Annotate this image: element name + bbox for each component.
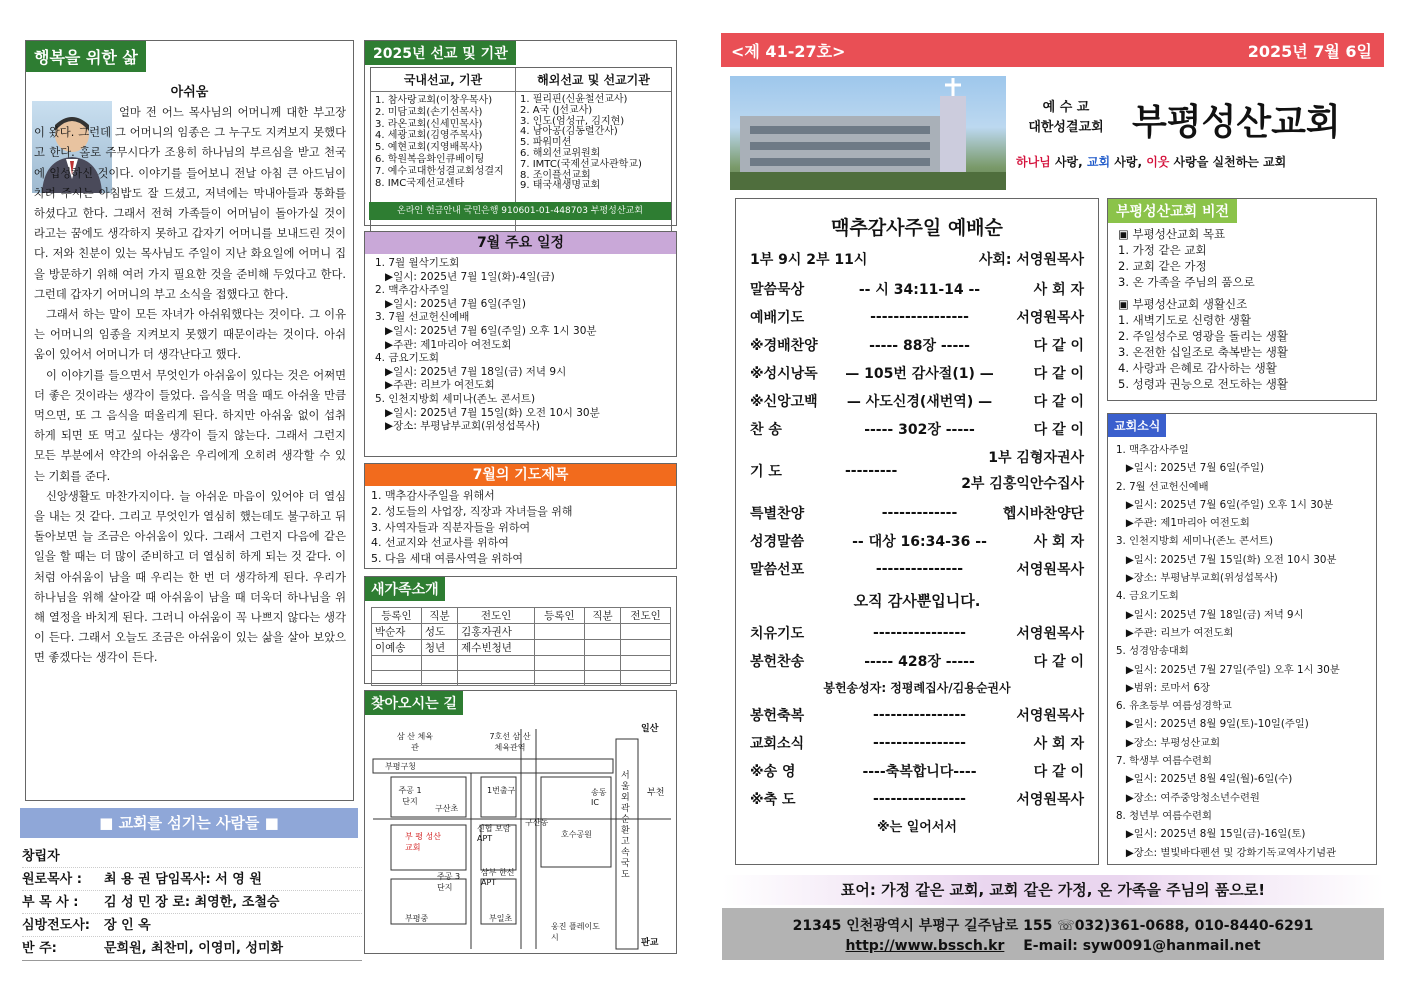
worship-order-label: ※신앙고백 <box>750 394 818 410</box>
newfamily-cell <box>584 624 620 640</box>
map-label-jugong1: 주공 1단지 <box>398 786 422 806</box>
worship-order-label: 교회소식 <box>750 736 805 752</box>
news-item: 5. 성경암송대회 <box>1116 645 1189 658</box>
map-label-woongjin: 웅진 플레이도시 <box>551 922 600 942</box>
newfamily-row <box>372 624 671 640</box>
newfamily-cell <box>372 671 422 686</box>
worship-order-row <box>750 359 1084 387</box>
worship-order-label: ※성시낭독 <box>750 366 818 382</box>
essay-paragraph: 얼마 전 어느 목사님의 어머니께 대한 부고장이 왔다. 그런데 그 어머니의 임종은 그 누구도 지켜보지 못했다고 한다. 홀로 주무시다가 조용히 하나님의 부르심을 받고 천국에 입성하신 것이다. 이야기를 들어보니 전날 아침 큰 아드님이 차려 주시는 아침밥도 잘 드셨고, 저녁에는 막내아들과 통화를 하셨다고 한다. 그래서 전혀 가족들이 어머님이 돌아가실 것이라고는 꿈에도 생각하지 못하고 갑자기 어머니를 보내드린 것이다. 저와 친분이 있는 목사님도 주일이 지난 화요일에 어머니 집을 방문하기 위해 여러 가지 필요한 것을 준비해 두었다고 한다. 그런데 갑자기 어머니의 부고 소식을 접했다고 한다. <box>34 106 346 301</box>
worship-order-label: ※경배찬양 <box>750 338 818 354</box>
mission-box <box>364 40 677 226</box>
servant-role: 반 주: <box>22 941 57 956</box>
worship-order-label: 말씀묵상 <box>750 282 805 298</box>
worship-order-4 <box>750 701 1084 813</box>
newfamily-row <box>372 671 671 686</box>
newfamily-cell <box>621 671 671 686</box>
servant-value: 김 성 민 장 로: 최영한, 조철승 <box>104 895 280 910</box>
slogan-church: 교회 <box>1086 155 1111 169</box>
domestic-item: 2. 미담교회(손기선목사) <box>375 106 483 118</box>
domestic-item: 4. 세광교회(김영주목사) <box>375 130 483 142</box>
vision-title: 부평성산교회 비전 <box>1108 199 1237 223</box>
schedule-item: ▶일시: 2025년 7월 6일(주일) <box>375 297 526 310</box>
news-item: 4. 금요기도회 <box>1116 590 1179 603</box>
sermon-title: 오직 감사뿐입니다. <box>853 592 981 610</box>
domestic-item: 5. 예현교회(지영배목사) <box>375 142 483 154</box>
news-item: 2. 7월 선교헌신예배 <box>1116 480 1209 493</box>
worship-host: 사회: 서영원목사 <box>978 252 1084 268</box>
newfamily-header: 전도인 <box>621 608 671 624</box>
worship-order-detail: — 사도신경(새번역) — <box>846 394 993 410</box>
news-item: ▶일시: 2025년 8월 9일(토)-10일(주일) <box>1116 718 1309 731</box>
newfamily-header: 직분 <box>421 608 457 624</box>
newfamily-cell: 성도 <box>421 624 457 640</box>
prayer-dashes: --------- <box>845 463 898 479</box>
servant-row <box>22 891 362 914</box>
news-box <box>1107 413 1377 865</box>
worship-order-detail: ----- 88장 ----- <box>869 338 970 354</box>
overseas-list <box>516 92 671 195</box>
news-item: ▶일시: 2025년 7월 6일(주일) <box>1116 462 1264 475</box>
prayer-item: 1. 맥추감사주일을 위해서 <box>371 489 495 502</box>
map-label-pangyo: 판교 <box>641 938 659 948</box>
mission-title: 2025년 선교 및 기관 <box>365 41 516 65</box>
overseas-item: 5. 파워미션 <box>520 137 572 149</box>
worship-order-leader: 다 같 이 <box>1033 338 1084 354</box>
worship-order-leader: 헵시바찬양단 <box>1002 506 1084 522</box>
worship-order-row <box>750 499 1084 527</box>
servant-role: 심방전도사: <box>22 918 90 933</box>
worship-order-row <box>750 619 1084 647</box>
vision-goals <box>1118 242 1366 290</box>
news-item: 6. 유초등부 여름성경학교 <box>1116 700 1232 713</box>
prayer-leader-1: 1부 김형자권사 <box>988 450 1084 466</box>
issue-number: <제 41-27호> <box>731 42 846 61</box>
newfamily-cell: 이예송 <box>372 640 422 656</box>
newfamily-cell <box>621 624 671 640</box>
newfamily-header: 전도인 <box>458 608 535 624</box>
newfamily-cell: 김홍자권사 <box>458 624 535 640</box>
motto-banner: 표어: 가정 같은 교회, 교회 같은 가정, 온 가족을 주님의 품으로! <box>722 875 1384 905</box>
newfamily-cell <box>458 656 535 671</box>
website-link[interactable]: http://www.bssch.kr <box>845 938 1005 954</box>
map-label-expressway: 서울외곽순환고속국도 <box>621 771 630 880</box>
newfamily-header: 등록인 <box>534 608 584 624</box>
essay-paragraph: 이 이야기를 들으면서 무엇인가 아쉬움이 있다는 것은 어쩌면 더 좋은 것이라는 생각이 들었다. 음식을 먹을 때도 아쉬울 만큼 먹으면, 또 그 음식을 떠올리게 된다. 하지만 아쉬움 없이 섭취하게 되면 또 먹고 싶다는 생각이 들지 않는다. 그래서 그런지 모든 부분에서 약간의 아쉬움은 우리에게 오히려 생각할 수 있는 기회를 준다. <box>34 368 346 483</box>
worship-order-label: 치유기도 <box>750 626 805 642</box>
worship-order-row <box>750 387 1084 415</box>
map-label-sansan: 삼 산 체육관 <box>397 732 433 752</box>
newfamily-cell: 박순자 <box>372 624 422 640</box>
newfamily-cell <box>584 640 620 656</box>
news-item: ▶일시: 2025년 7월 6일(주일) 오후 1시 30분 <box>1116 498 1334 511</box>
prayer-item: 5. 다음 세대 여름사역을 위하여 <box>371 552 523 566</box>
church-photo <box>730 76 1006 190</box>
worship-order-row <box>750 785 1084 813</box>
map-label-lake-park: 호수공원 <box>561 830 592 839</box>
domestic-title: 국내선교, 기관 <box>371 68 515 92</box>
schedule-item: ▶주관: 제1마리아 여전도회 <box>375 338 512 351</box>
schedule-item: 1. 7월 월삭기도회 <box>375 257 460 269</box>
worship-order-label: 예배기도 <box>750 310 805 326</box>
prayer-label: 기 도 <box>750 464 782 480</box>
map-label-builcho: 부일초 <box>489 914 513 923</box>
newfamily-row <box>372 640 671 656</box>
worship-order-detail: --------------- <box>875 561 964 577</box>
news-item: 1. 맥추감사주일 <box>1116 444 1189 456</box>
vision-goal-item: 3. 온 가족을 주님의 품으로 <box>1118 275 1255 289</box>
worship-order-label: ※축 도 <box>750 792 796 808</box>
worship-order-detail: -- 시 34:11-14 -- <box>858 282 981 298</box>
newfamily-cell <box>421 671 457 686</box>
newfamily-box <box>364 576 677 684</box>
map-label-gusancho: 구산초 <box>435 804 459 813</box>
account-banner: 온라인 헌금안내 국민은행 910601-01-448703 부평성산교회 <box>369 202 671 220</box>
schedule-item: ▶주관: 리브가 여전도회 <box>375 379 495 392</box>
vision-goal-title: ▣ 부평성산교회 목표 <box>1118 227 1226 241</box>
newfamily-cell <box>534 640 584 656</box>
worship-order-leader: 서영원목사 <box>1016 310 1084 326</box>
worship-order-label: 특별찬양 <box>750 506 805 522</box>
servant-row <box>22 845 362 868</box>
vision-creed-title: ▣ 부평성산교회 생활신조 <box>1118 297 1248 311</box>
schedule-item: ▶일시: 2025년 7월 1일(화)-4일(금) <box>375 270 555 283</box>
servant-role: 원로목사 : <box>22 872 82 887</box>
map-label-bucheon: 부천 <box>647 788 665 798</box>
church-slogan <box>1016 153 1286 170</box>
worship-order-detail: ----- 302장 ----- <box>864 422 975 438</box>
worship-time-row <box>750 245 1084 275</box>
schedule-item: 2. 맥추감사주일 <box>375 284 450 297</box>
worship-order-detail: ---------------- <box>873 707 966 723</box>
vision-creeds <box>1118 312 1366 392</box>
schedule-item: ▶장소: 부평남부교회(위성섭목사) <box>375 420 541 433</box>
worship-order-detail: ----축복합니다---- <box>862 764 977 780</box>
newfamily-cell <box>534 656 584 671</box>
worship-order-leader: 사 회 자 <box>1033 282 1084 298</box>
map-label-ilsan: 일산 <box>641 724 659 734</box>
map-label-jugong3: 주공 3단지 <box>437 872 461 892</box>
prayer-list <box>365 486 676 569</box>
footer-box <box>722 908 1384 960</box>
newfamily-cell <box>584 671 620 686</box>
newfamily-title: 새가족소개 <box>365 577 445 601</box>
schedule-item: ▶일시: 2025년 7월 18일(금) 저녁 9시 <box>375 365 567 378</box>
worship-order-row <box>750 647 1084 675</box>
map-title: 찾아오시는 길 <box>365 691 463 715</box>
overseas-item: 2. A국 (J선교사) <box>520 104 593 116</box>
news-item: ▶장소: 별빛바다펜션 및 강화기독교역사기념관 <box>1116 846 1337 859</box>
stand-note: ※는 일어서서 <box>877 820 957 835</box>
church-building-icon <box>730 76 1006 190</box>
worship-order-1 <box>750 275 1084 443</box>
denomination: 예 수 교 대한성결교회 <box>1028 100 1104 135</box>
news-item: ▶일시: 2025년 8월 15일(금)-16일(토) <box>1116 828 1306 841</box>
worship-order-leader: 사 회 자 <box>1033 736 1084 752</box>
domestic-item: 3. 라온교회(신세민목사) <box>375 118 483 130</box>
prayer-leader-2: 2부 김홍익안수집사 <box>961 476 1084 492</box>
newfamily-cell <box>534 671 584 686</box>
newfamily-cell: 제수빈청년 <box>458 640 535 656</box>
news-item: ▶일시: 2025년 7월 27일(주일) 오후 1시 30분 <box>1116 663 1340 676</box>
worship-order-detail: ---------------- <box>873 791 966 807</box>
schedule-item: 4. 금요기도회 <box>375 352 440 365</box>
footer-address: 21345 인천광역시 부평구 길주남로 155 ☏032)361-0688, 010-8440-6291 <box>792 918 1314 934</box>
map-label-bupyeongjung: 부평중 <box>405 914 429 923</box>
map-box <box>364 690 677 954</box>
slogan-text: 사랑, <box>1110 155 1147 169</box>
worship-order-row <box>750 275 1084 303</box>
worship-order-label: 봉헌찬송 <box>750 654 805 670</box>
worship-order-leader: 다 같 이 <box>1033 764 1084 780</box>
map-label-shinhyup: 신협 보람 APT <box>477 824 511 843</box>
worship-order-leader: 서영원목사 <box>1016 792 1084 808</box>
schedule-list <box>365 254 676 437</box>
issue-banner <box>721 33 1384 67</box>
newfamily-cell <box>621 656 671 671</box>
newfamily-table <box>371 607 671 686</box>
newfamily-cell <box>584 656 620 671</box>
overseas-title: 해외선교 및 선교기관 <box>516 68 671 92</box>
map-label-songdong-ic: 송동 IC <box>591 788 607 807</box>
essay-paragraph: 그래서 하는 말이 모든 자녀가 아쉬워했다는 것이다. 그 이유는 어머니의 임종을 지켜보지 못했기 때문이라는 것이다. 아쉬움이 있어서 어머니가 더 생각난다고 했다. <box>34 308 346 362</box>
schedule-item: ▶일시: 2025년 7월 15일(화) 오전 10시 30분 <box>375 406 600 419</box>
worship-order-leader: 다 같 이 <box>1033 394 1084 410</box>
newfamily-cell <box>372 656 422 671</box>
domestic-item: 8. IMC국제선교센타 <box>375 177 465 189</box>
map-label-exit1: 1번출구 <box>487 786 516 795</box>
worship-time: 1부 9시 2부 11시 <box>750 252 868 268</box>
prayer-box <box>364 463 677 569</box>
issue-date: 2025년 7월 6일 <box>1247 42 1372 61</box>
news-item: ▶주관: 제1마리아 여전도회 <box>1116 517 1250 530</box>
worship-order-leader: 다 같 이 <box>1033 366 1084 382</box>
schedule-item: 3. 7월 선교헌신예배 <box>375 311 470 324</box>
essay-body <box>34 103 346 795</box>
newfamily-cell <box>621 640 671 656</box>
worship-order-detail: ----------------- <box>870 309 969 325</box>
newfamily-cell <box>458 671 535 686</box>
newfamily-cell <box>534 624 584 640</box>
news-item: ▶장소: 부평남부교회(위성섭목사) <box>1116 572 1278 585</box>
worship-order-row <box>750 527 1084 555</box>
vision-goal-item: 2. 교회 같은 가정 <box>1118 259 1207 273</box>
worship-order-detail: — 105번 감사절(1) — <box>845 366 994 382</box>
servants-list <box>22 845 362 961</box>
offering-singers: 봉헌송성자: 정평례집사/김용순권사 <box>823 681 1011 695</box>
worship-order-leader: 다 같 이 <box>1033 422 1084 438</box>
servant-value: 장 인 옥 <box>104 918 151 933</box>
worship-order-2 <box>750 499 1084 583</box>
news-item: 7. 학생부 여름수련회 <box>1116 755 1212 768</box>
overseas-item: 4. 남아공(김동렬간사) <box>520 126 618 138</box>
vision-creed-item: 3. 온전한 십일조로 축복받는 생활 <box>1118 345 1289 359</box>
news-item: 3. 인천지방회 세미나(존노 콘서트) <box>1116 535 1273 548</box>
vision-creed-item: 4. 사랑과 은혜로 감사하는 생활 <box>1118 361 1277 375</box>
servant-row <box>22 937 362 960</box>
map-label-gusandong: 구산동 <box>525 818 549 827</box>
prayer-leaders <box>961 445 1084 497</box>
worship-order-leader: 다 같 이 <box>1033 654 1084 670</box>
worship-order-label: ※송 영 <box>750 764 796 780</box>
vision-creed-item: 2. 주일성수로 영광을 돌리는 생활 <box>1118 329 1289 343</box>
news-item: ▶장소: 부평성산교회 <box>1116 736 1221 749</box>
prayer-item: 4. 선교지와 선교사를 위하여 <box>371 536 509 550</box>
schedule-box <box>364 231 677 457</box>
worship-order-row <box>750 701 1084 729</box>
newfamily-cell: 청년 <box>421 640 457 656</box>
worship-order-leader: 서영원목사 <box>1016 708 1084 724</box>
essay-section-title: 행복을 위한 삶 <box>26 41 146 72</box>
schedule-item: ▶일시: 2025년 7월 6일(주일) 오후 1시 30분 <box>375 324 597 337</box>
prayer-item: 3. 사역자들과 직분자들을 위하여 <box>371 520 531 534</box>
slogan-text: 사랑, <box>1050 155 1087 169</box>
worship-title: 맥추감사주일 예배순 <box>831 217 1003 239</box>
worship-order-detail: ---------------- <box>873 735 966 751</box>
overseas-item: 7. IMTC(국제선교사관학교) <box>520 158 642 170</box>
overseas-item: 3. 인도(엄성규, 김지현) <box>520 115 625 127</box>
worship-order-row <box>750 303 1084 331</box>
servant-row <box>22 914 362 937</box>
worship-order-detail: ---------------- <box>873 625 966 641</box>
domestic-item: 1. 참사랑교회(이창우목사) <box>375 95 493 106</box>
servant-value: 최 용 권 담임목사: 서 영 원 <box>104 872 262 887</box>
worship-order-row <box>750 729 1084 757</box>
news-item: ▶장소: 여주중앙청소년수련원 <box>1116 791 1260 804</box>
overseas-item: 1. 필리핀(신윤철선교사) <box>520 94 628 105</box>
map-label-church: 부 평 성산교회 <box>405 832 441 852</box>
schedule-title: 7월 주요 일정 <box>365 232 676 254</box>
worship-order-label: 성경말씀 <box>750 534 805 550</box>
essay-paragraph: 신앙생활도 마찬가지이다. 늘 아쉬운 마음이 있어야 더 열심을 내는 것 같다. 그리고 무엇인가 열심히 했는데도 불구하고 뒤돌아보면 늘 조금은 아쉬움이 있다. 그래서 그런지 다음에 같은 일을 할 때는 더 많이 준비하고 더 열심히 하게 되는 것 같다. 이처럼 아쉬움이 남을 때 우리는 한 번 더 생각하게 된다. 우리가 하나님을 위해 살아갈 때 아쉬움이 남을 때 더욱더 하나님을 위해 열정을 바치게 된다. 그러니 아쉬움이 꼭 나쁘지 않다는 생각이 든다. 그래서 오늘도 조금은 아쉬움이 있는 삶을 살아 보았으면 좋겠다는 생각이 든다. <box>34 489 346 665</box>
servant-row <box>22 868 362 891</box>
worship-order-leader: 사 회 자 <box>1033 534 1084 550</box>
newfamily-header: 직분 <box>584 608 620 624</box>
prayer-row <box>750 443 1084 499</box>
schedule-item: 5. 인천지방회 세미나(존노 콘서트) <box>375 392 536 405</box>
worship-order-row <box>750 555 1084 583</box>
worship-order-row <box>750 415 1084 443</box>
news-item: 8. 청년부 여름수련회 <box>1116 809 1212 822</box>
news-item: ▶일시: 2025년 7월 15일(화) 오전 10시 30분 <box>1116 553 1337 566</box>
overseas-item: 6. 해외선교위원회 <box>520 147 601 159</box>
church-name: 부평성산교회 <box>1132 102 1341 143</box>
news-item: ▶주관: 리브가 여전도회 <box>1116 626 1234 639</box>
news-item: ▶일시: 2025년 7월 18일(금) 저녁 9시 <box>1116 608 1304 621</box>
prayer-item: 2. 성도들의 사업장, 직장과 자녀들을 위해 <box>371 504 573 518</box>
news-title: 교회소식 <box>1108 414 1166 437</box>
servant-value: 문희원, 최찬미, 이영미, 성미화 <box>104 941 284 956</box>
footer-links <box>722 938 1384 954</box>
worship-order-leader: 서영원목사 <box>1016 626 1084 642</box>
domestic-item: 6. 학원복음화인큐베이팅 <box>375 153 485 165</box>
newfamily-header: 등록인 <box>372 608 422 624</box>
vision-creed-item: 5. 성령과 권능으로 전도하는 생활 <box>1118 377 1289 391</box>
vision-goal-item: 1. 가정 같은 교회 <box>1118 243 1207 257</box>
essay-title: 아쉬움 <box>170 85 209 100</box>
worship-order-row <box>750 757 1084 785</box>
map-label-station: 7호선 삼 산 체육관역 <box>489 732 531 752</box>
worship-order-detail: -- 대상 16:34-36 -- <box>852 534 987 550</box>
map-label-hanshin: 삼부 한신APT <box>481 868 515 887</box>
worship-order-label: 봉헌축복 <box>750 708 805 724</box>
slogan-neighbor: 이웃 <box>1146 155 1170 169</box>
worship-order-detail: ------------- <box>881 505 958 521</box>
email-link[interactable]: E-mail: syw0091@hanmail.net <box>1023 938 1261 954</box>
servants-banner: ■ 교회를 섬기는 사람들 ■ <box>20 808 358 838</box>
domestic-list <box>371 92 515 192</box>
news-item: ▶범위: 로마서 6장 <box>1116 681 1210 694</box>
vision-box <box>1107 198 1377 401</box>
worship-box <box>735 198 1099 865</box>
worship-order-detail: ----- 428장 ----- <box>864 654 975 670</box>
essay-box <box>25 40 354 801</box>
worship-order-label: 찬 송 <box>750 422 782 438</box>
worship-order-leader: 서영원목사 <box>1016 562 1084 578</box>
slogan-text: 사랑을 실천하는 교회 <box>1169 155 1287 169</box>
map-label-gucheong: 부평구청 <box>385 762 416 771</box>
news-item: ▶일시: 2025년 8월 4일(월)-6일(수) <box>1116 773 1293 786</box>
servant-role: 부 목 사 : <box>22 895 79 910</box>
news-list <box>1108 437 1376 866</box>
domestic-item: 7. 예수교대한성결교회성결지 <box>375 165 504 177</box>
overseas-item: 8. 조이플선교회 <box>520 169 591 181</box>
prayer-title: 7월의 기도제목 <box>365 464 676 486</box>
vision-content <box>1108 223 1376 395</box>
newfamily-row <box>372 656 671 671</box>
worship-order-row <box>750 331 1084 359</box>
worship-order-3 <box>750 619 1084 675</box>
newfamily-cell <box>421 656 457 671</box>
servant-role: 창립자 <box>22 849 60 864</box>
worship-order-label: 말씀선포 <box>750 562 805 578</box>
overseas-item: 9. 태국새생명교회 <box>520 180 601 192</box>
slogan-god: 하나님 <box>1016 155 1051 169</box>
vision-creed-item: 1. 새벽기도로 신령한 생활 <box>1118 313 1252 327</box>
